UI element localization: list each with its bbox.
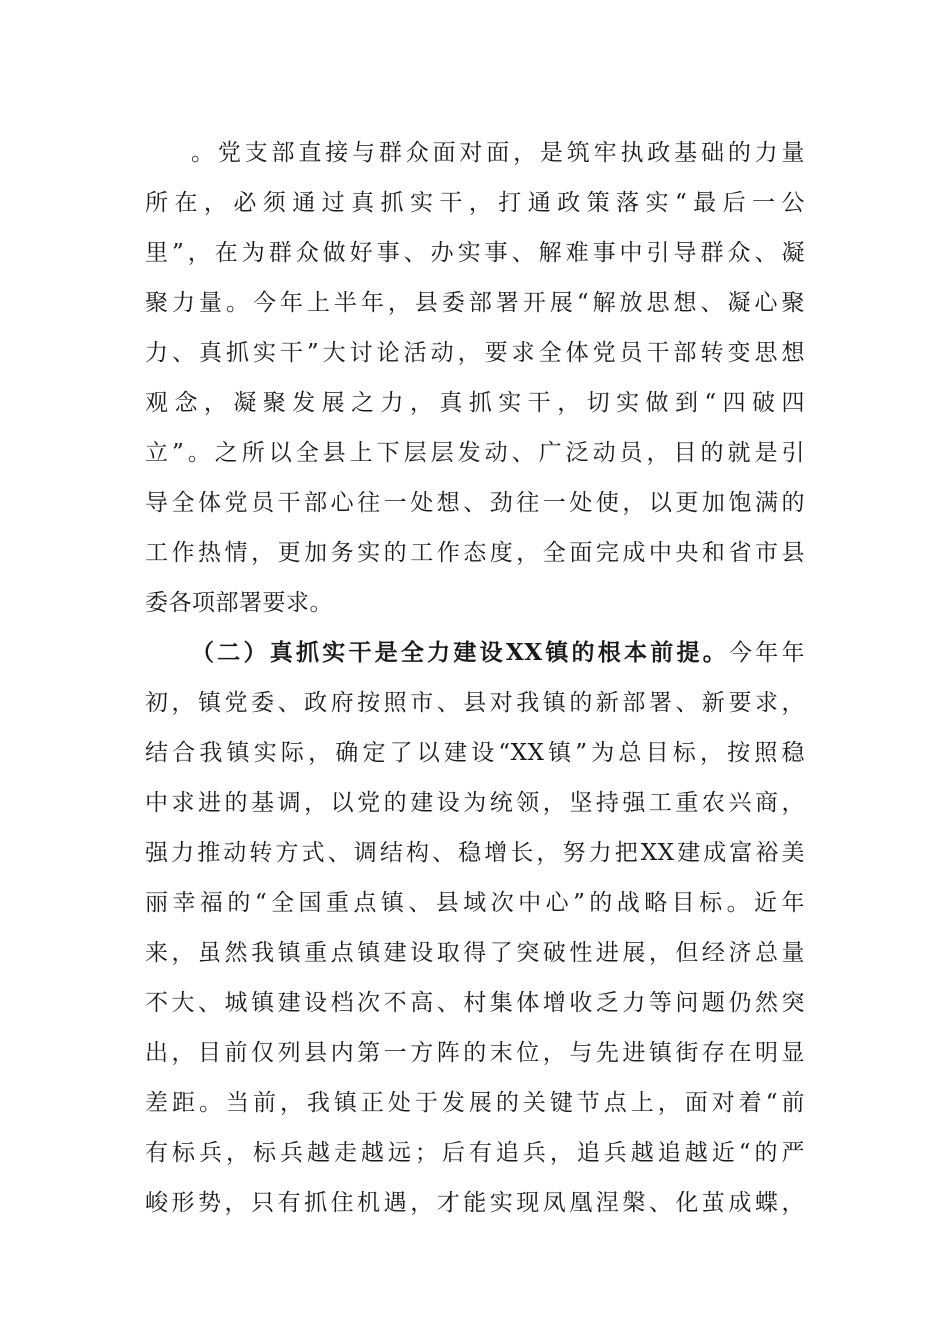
paragraph-2-line: 结合我镇实际，确定了以建设“XX镇”为总目标，按照稳 [145, 740, 805, 766]
section-heading: （二）真抓实干是全力建设XX镇的根本前提。 [191, 639, 730, 666]
paragraph-1-line: 聚力量。今年上半年，县委部署开展“解放思想、凝心聚 [145, 290, 805, 316]
paragraph-1-line: 力、真抓实干”大讨论活动，要求全体党员干部转变思想 [145, 340, 805, 366]
paragraph-2-line: 不大、城镇建设档次不高、村集体增收乏力等问题仍然突 [145, 990, 805, 1016]
paragraph-2-line: 有标兵，标兵越走越远；后有追兵，追兵越追越近“的严 [145, 1140, 805, 1166]
paragraph-2-line: 强力推动转方式、调结构、稳增长，努力把XX建成富裕美 [145, 840, 805, 866]
paragraph-2-line: 丽幸福的“全国重点镇、县域次中心”的战略目标。近年 [145, 890, 805, 916]
paragraph-2-line: 来，虽然我镇重点镇建设取得了突破性进展，但经济总量 [145, 940, 805, 966]
paragraph-1-line: 委各项部署要求。 [145, 590, 333, 616]
paragraph-2-line: 峻形势，只有抓住机遇，才能实现凤凰涅槃、化茧成蝶， [145, 1190, 805, 1216]
paragraph-2-line: 中求进的基调，以党的建设为统领，坚持强工重农兴商， [145, 790, 805, 816]
paragraph-1-line: 所在，必须通过真抓实干，打通政策落实“最后一公 [145, 190, 805, 216]
paragraph-1-line: 导全体党员干部心往一处想、劲往一处使，以更加饱满的 [145, 490, 805, 516]
paragraph-1-line: 立”。之所以全县上下层层发动、广泛动员，目的就是引 [145, 440, 805, 466]
paragraph-2-line: 初，镇党委、政府按照市、县对我镇的新部署、新要求， [145, 690, 805, 716]
paragraph-2-line: 差距。当前，我镇正处于发展的关键节点上，面对着“前 [145, 1090, 805, 1116]
paragraph-1-line: 工作热情，更加务实的工作态度，全面完成中央和省市县 [145, 540, 805, 566]
paragraph-1-line: 。党支部直接与群众面对面，是筑牢执政基础的力量 [191, 140, 805, 166]
paragraph-1-line: 里”，在为群众做好事、办实事、解难事中引导群众、凝 [145, 240, 805, 266]
paragraph-2-first-line [191, 636, 805, 670]
paragraph-1-line: 观念，凝聚发展之力，真抓实干，切实做到“四破四 [145, 390, 805, 416]
paragraph-2-first-line-rest: 今年年 [729, 640, 805, 666]
paragraph-2-line: 出，目前仅列县内第一方阵的末位，与先进镇街存在明显 [145, 1040, 805, 1066]
